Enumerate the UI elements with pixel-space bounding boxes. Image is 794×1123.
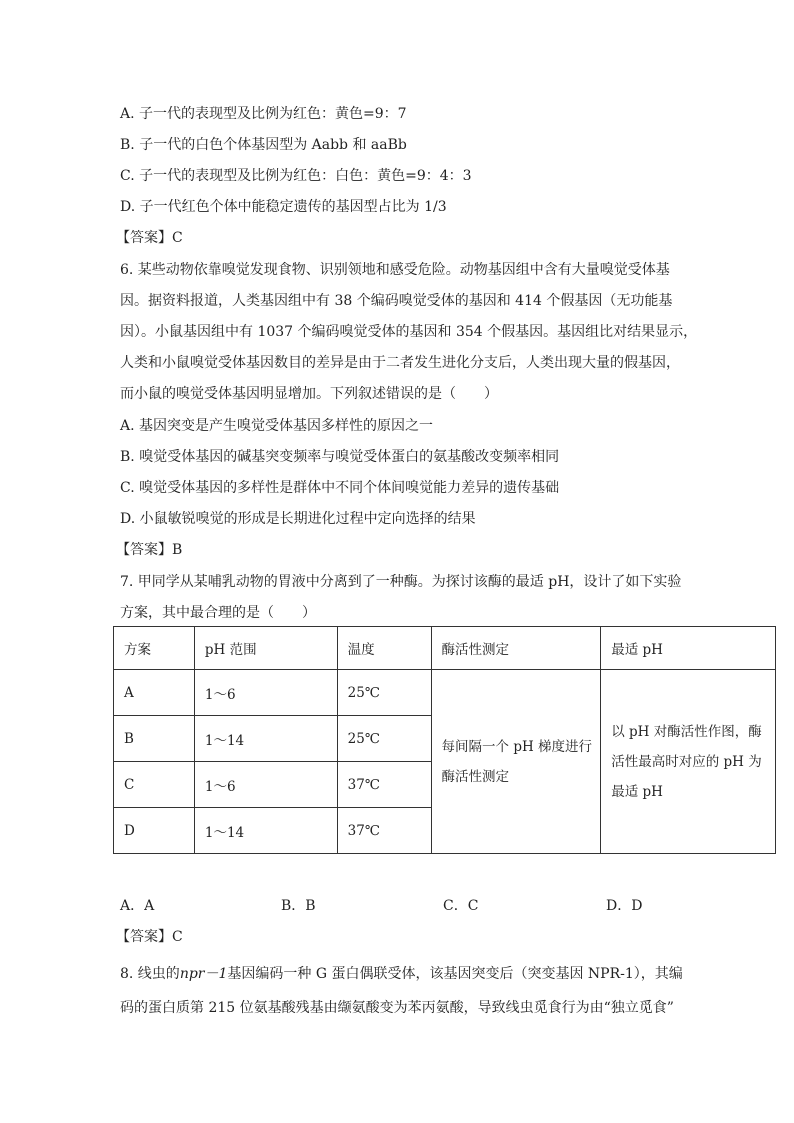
cell-plan: B: [114, 716, 195, 762]
cell-optimal-method: 以 pH 对酶活性作图，酶活性最高时对应的 pH 为最适 pH: [601, 670, 776, 854]
cell-plan: C: [114, 762, 195, 808]
cell-temperature: 25℃: [337, 716, 431, 762]
q7-choice-c: C．C: [443, 898, 479, 914]
q6-stem-line-5: 而小鼠的嗅觉受体基因明显增加。下列叙述错误的是（ ）: [120, 386, 498, 402]
q8-suffix: 基因编码一种 G 蛋白偶联受体，该基因突变后（突变基因 NPR-1），其编: [227, 966, 683, 982]
cell-temperature: 37℃: [337, 808, 431, 854]
q7-choice-d: D．D: [606, 898, 643, 914]
table-row: [114, 670, 776, 716]
header-plan: 方案: [114, 627, 195, 670]
q6-option-b: B. 嗅觉受体基因的碱基突变频率与嗅觉受体蛋白的氨基酸改变频率相同: [120, 449, 560, 465]
cell-temperature: 25℃: [337, 670, 431, 716]
q8-stem-line-2: 码的蛋白质第 215 位氨基酸残基由缬氨酸变为苯丙氨酸，导致线虫觅食行为由“独立觅食”: [120, 1000, 674, 1016]
cell-temperature: 37℃: [337, 762, 431, 808]
cell-ph-range: 1～6: [194, 670, 337, 716]
q7-choice-a: A．A: [120, 898, 155, 914]
q6-stem-line-1: 6. 某些动物依靠嗅觉发现食物、识别领地和感受危险。动物基因组中含有大量嗅觉受体基: [120, 262, 670, 278]
q5-answer: 【答案】C: [116, 230, 183, 246]
q7-answer: 【答案】C: [116, 929, 183, 945]
experiment-table: [113, 626, 776, 854]
q7-stem-line-2: 方案，其中最合理的是（ ）: [120, 605, 316, 621]
q6-option-a: A. 基因突变是产生嗅觉受体基因多样性的原因之一: [120, 418, 434, 434]
header-enzyme-activity: 酶活性测定: [431, 627, 601, 670]
q5-option-d: D. 子一代红色个体中能稳定遗传的基因型占比为 1/3: [120, 199, 447, 215]
q8-gene-name: npr－1: [179, 966, 228, 982]
q6-option-c: C. 嗅觉受体基因的多样性是群体中不同个体间嗅觉能力差异的遗传基础: [120, 480, 560, 496]
cell-plan: A: [114, 670, 195, 716]
q7-stem-line-1: 7. 甲同学从某哺乳动物的胃液中分离到了一种酶。为探讨该酶的最适 pH，设计了如下实验: [120, 574, 682, 590]
q6-stem-line-3: 因）。小鼠基因组中有 1037 个编码嗅觉受体的基因和 354 个假基因。基因组比对结果显示，: [120, 324, 698, 340]
table-header-row: [114, 627, 776, 670]
header-optimal-ph: 最适 pH: [601, 627, 776, 670]
q5-option-b: B. 子一代的白色个体基因型为 Aabb 和 aaBb: [120, 137, 407, 153]
q5-option-a: A. 子一代的表现型及比例为红色：黄色=9：7: [120, 106, 407, 122]
q8-stem-line-1: [120, 963, 683, 983]
cell-activity-method: 每间隔一个 pH 梯度进行酶活性测定: [431, 670, 601, 854]
q6-option-d: D. 小鼠敏锐嗅觉的形成是长期进化过程中定向选择的结果: [120, 511, 476, 527]
q6-stem-line-4: 人类和小鼠嗅觉受体基因数目的差异是由于二者发生进化分支后，人类出现大量的假基因，: [120, 355, 680, 371]
header-temperature: 温度: [337, 627, 431, 670]
q6-stem-line-2: 因。据资料报道，人类基因组中有 38 个编码嗅觉受体的基因和 414 个假基因（无功能基: [120, 293, 673, 309]
cell-ph-range: 1～14: [194, 808, 337, 854]
header-ph-range: pH 范围: [194, 627, 337, 670]
q7-choice-b: B．B: [281, 898, 316, 914]
q5-option-c: C. 子一代的表现型及比例为红色：白色：黄色=9：4：3: [120, 168, 472, 184]
q6-answer: 【答案】B: [116, 542, 183, 558]
cell-plan: D: [114, 808, 195, 854]
q8-prefix: 8. 线虫的: [120, 966, 180, 982]
cell-ph-range: 1～6: [194, 762, 337, 808]
cell-ph-range: 1～14: [194, 716, 337, 762]
